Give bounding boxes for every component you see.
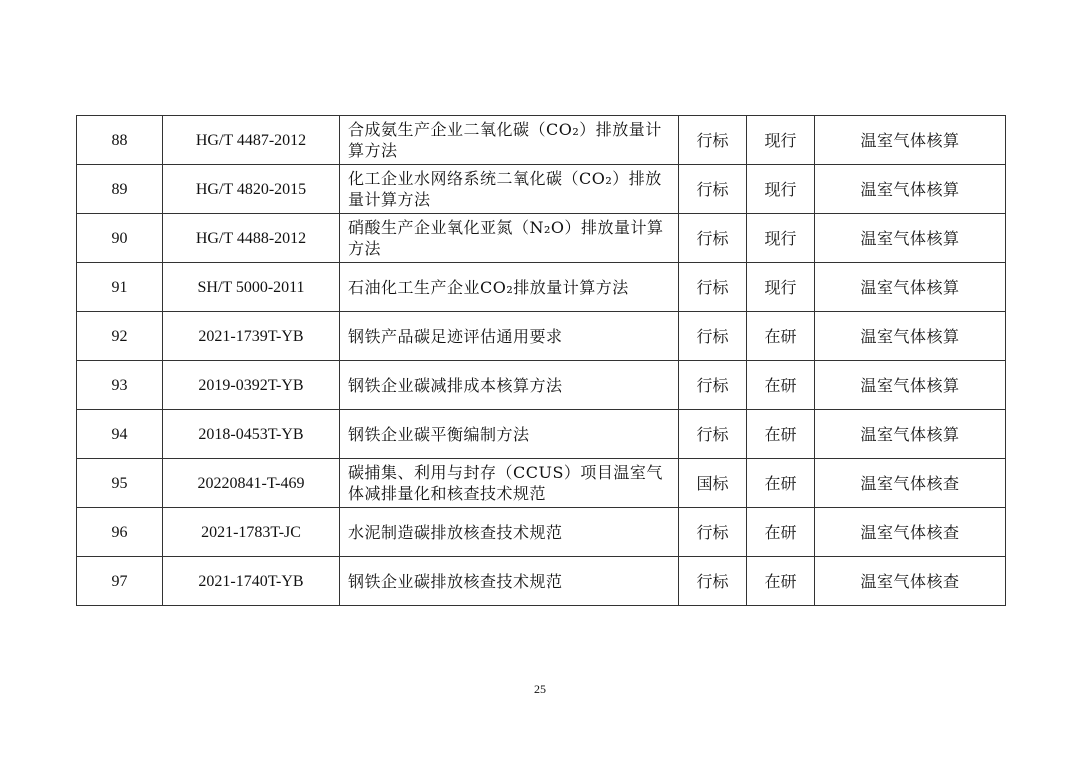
row-number: 92 bbox=[77, 312, 163, 361]
standard-code: HG/T 4488-2012 bbox=[163, 214, 340, 263]
standard-status: 在研 bbox=[747, 361, 815, 410]
table-row bbox=[77, 263, 1006, 312]
row-number: 94 bbox=[77, 410, 163, 459]
standard-type: 行标 bbox=[679, 508, 747, 557]
standard-code: HG/T 4487-2012 bbox=[163, 116, 340, 165]
table-row bbox=[77, 459, 1006, 508]
standard-name: 硝酸生产企业氧化亚氮（N₂O）排放量计算方法 bbox=[340, 214, 679, 263]
standard-category: 温室气体核算 bbox=[815, 361, 1006, 410]
standard-code: 2021-1739T-YB bbox=[163, 312, 340, 361]
standard-category: 温室气体核查 bbox=[815, 557, 1006, 606]
standard-status: 在研 bbox=[747, 312, 815, 361]
standard-name: 石油化工生产企业CO₂排放量计算方法 bbox=[340, 263, 679, 312]
row-number: 90 bbox=[77, 214, 163, 263]
standard-type: 行标 bbox=[679, 263, 747, 312]
table-row bbox=[77, 214, 1006, 263]
standards-table-body bbox=[77, 116, 1006, 606]
standard-name: 钢铁产品碳足迹评估通用要求 bbox=[340, 312, 679, 361]
standard-code: SH/T 5000-2011 bbox=[163, 263, 340, 312]
standard-name: 钢铁企业碳排放核查技术规范 bbox=[340, 557, 679, 606]
standard-category: 温室气体核算 bbox=[815, 263, 1006, 312]
standards-table bbox=[76, 115, 1006, 606]
standard-code: 2018-0453T-YB bbox=[163, 410, 340, 459]
row-number: 88 bbox=[77, 116, 163, 165]
standard-status: 现行 bbox=[747, 116, 815, 165]
row-number: 91 bbox=[77, 263, 163, 312]
standard-status: 在研 bbox=[747, 459, 815, 508]
standard-category: 温室气体核算 bbox=[815, 214, 1006, 263]
standard-status: 现行 bbox=[747, 214, 815, 263]
standard-category: 温室气体核查 bbox=[815, 508, 1006, 557]
standard-name: 碳捕集、利用与封存（CCUS）项目温室气体减排量化和核查技术规范 bbox=[340, 459, 679, 508]
table-row bbox=[77, 410, 1006, 459]
standard-status: 在研 bbox=[747, 410, 815, 459]
standard-status: 现行 bbox=[747, 263, 815, 312]
standard-code: 2021-1740T-YB bbox=[163, 557, 340, 606]
row-number: 89 bbox=[77, 165, 163, 214]
standard-category: 温室气体核查 bbox=[815, 459, 1006, 508]
row-number: 93 bbox=[77, 361, 163, 410]
standard-name: 水泥制造碳排放核查技术规范 bbox=[340, 508, 679, 557]
standard-type: 行标 bbox=[679, 557, 747, 606]
table-row bbox=[77, 361, 1006, 410]
standard-code: 2019-0392T-YB bbox=[163, 361, 340, 410]
standard-status: 现行 bbox=[747, 165, 815, 214]
table-row bbox=[77, 508, 1006, 557]
standard-type: 国标 bbox=[679, 459, 747, 508]
standard-type: 行标 bbox=[679, 214, 747, 263]
table-row bbox=[77, 116, 1006, 165]
standard-type: 行标 bbox=[679, 165, 747, 214]
standard-type: 行标 bbox=[679, 410, 747, 459]
row-number: 97 bbox=[77, 557, 163, 606]
standard-category: 温室气体核算 bbox=[815, 410, 1006, 459]
standard-name: 化工企业水网络系统二氧化碳（CO₂）排放量计算方法 bbox=[340, 165, 679, 214]
standard-name: 钢铁企业碳平衡编制方法 bbox=[340, 410, 679, 459]
standard-code: 20220841-T-469 bbox=[163, 459, 340, 508]
standard-status: 在研 bbox=[747, 557, 815, 606]
standard-code: 2021-1783T-JC bbox=[163, 508, 340, 557]
standard-status: 在研 bbox=[747, 508, 815, 557]
table-row bbox=[77, 165, 1006, 214]
row-number: 96 bbox=[77, 508, 163, 557]
standard-category: 温室气体核算 bbox=[815, 165, 1006, 214]
table-row bbox=[77, 312, 1006, 361]
standard-type: 行标 bbox=[679, 361, 747, 410]
standard-type: 行标 bbox=[679, 312, 747, 361]
standard-code: HG/T 4820-2015 bbox=[163, 165, 340, 214]
table-row bbox=[77, 557, 1006, 606]
page-number: 25 bbox=[534, 682, 546, 696]
standard-category: 温室气体核算 bbox=[815, 312, 1006, 361]
standard-type: 行标 bbox=[679, 116, 747, 165]
row-number: 95 bbox=[77, 459, 163, 508]
standard-name: 钢铁企业碳减排成本核算方法 bbox=[340, 361, 679, 410]
standard-category: 温室气体核算 bbox=[815, 116, 1006, 165]
standard-name: 合成氨生产企业二氧化碳（CO₂）排放量计算方法 bbox=[340, 116, 679, 165]
